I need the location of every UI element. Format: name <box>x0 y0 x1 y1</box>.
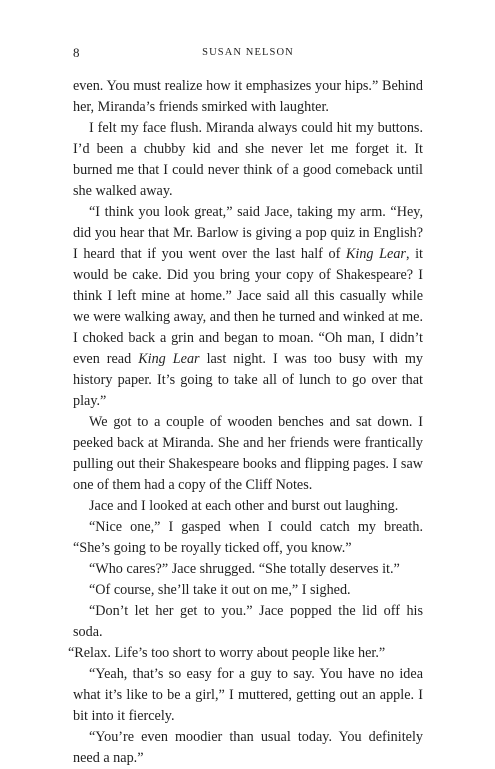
page-number: 8 <box>73 45 80 60</box>
paragraph-1: even. You must realize how it emphasizes your hips.” Behind her, Miranda’s friends smirked with laughter. <box>73 78 423 115</box>
paragraph-3-text-a: “I think you look great,” said Jace, taking my arm. “Hey, did you hear that Mr. Barlow is giving a pop quiz in English? I heard that if you went over the last half of <box>73 204 423 262</box>
paragraph-8: “Of course, she’ll take it out on me,” I sighed. <box>89 582 351 598</box>
paragraph-9 <box>68 601 423 664</box>
book-title-king-lear-2: King Lear <box>138 351 200 367</box>
paragraph-9-line-1: “Don’t let her get to you.” Jace popped the lid off his soda. <box>73 603 423 640</box>
paragraph-3 <box>73 202 423 412</box>
paragraph-6: “Nice one,” I gasped when I could catch my breath. “She’s going to be royally ticked off, you know.” <box>73 519 423 556</box>
paragraph-3-text-c: last night. I was too busy with my history paper. It’s going to take all of lunch to go over that play.” <box>73 351 423 409</box>
paragraph-9-line-2: “Relax. Life’s too short to worry about people like her.” <box>68 645 386 661</box>
paragraph-3-text-b: , it would be cake. Did you bring your copy of Shakespeare? I think I left mine at home.” Jace said all this casually while we were walking away, and then he turned and winked at me. I choked back a grin and began to moan. “Oh man, I didn’t even read <box>73 246 423 367</box>
book-title-king-lear: King Lear <box>345 246 406 262</box>
paragraph-5: Jace and I looked at each other and burst out laughing. <box>89 498 399 514</box>
paragraph-4: We got to a couple of wooden benches and sat down. I peeked back at Miranda. She and her friends were frantically pulling out their Shakespeare books and flipping pages. I saw one of them had a copy of the Cliff Notes. <box>73 414 423 493</box>
running-head <box>73 45 423 61</box>
paragraph-7: “Who cares?” Jace shrugged. “She totally deserves it.” <box>89 561 400 577</box>
paragraph-11: “You’re even moodier than usual today. You definitely need a nap.” <box>73 729 423 766</box>
author-name: SUSAN NELSON <box>202 47 294 58</box>
paragraph-2: I felt my face flush. Miranda always could hit my buttons. I’d been a chubby kid and she never let me forget it. It burned me that I could never think of a good comeback until she walked away. <box>73 120 423 199</box>
body-text <box>68 76 423 769</box>
paragraph-10: “Yeah, that’s so easy for a guy to say. You have no idea what it’s like to be a girl,” I muttered, getting out an apple. I bit into it fiercely. <box>73 666 423 724</box>
